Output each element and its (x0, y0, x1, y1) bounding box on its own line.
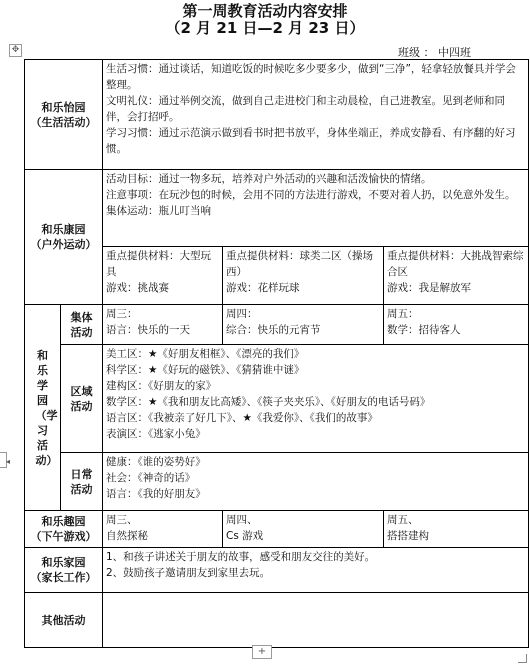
table-move-handle-icon[interactable]: ✥ (9, 44, 22, 57)
other-header: 其他活动 (25, 593, 103, 648)
life-line: 学习习惯：通过示范演示做到看书时把书放平，身体坐端正，养成安静看、有序翻的好习惯。 (106, 127, 516, 155)
table-resize-handle[interactable] (518, 654, 527, 663)
schedule-table (24, 59, 529, 648)
group-cell[interactable]: 周五： 数学：招待客人 (384, 305, 529, 345)
fun-cell[interactable]: 周四、 Cs 游戏 (223, 511, 384, 548)
row-arrow-icon[interactable]: ◂ (6, 457, 11, 466)
life-line: 生活习惯：通过谈话，知道吃饭的时候吃多少要多少，做到“三净”，轻拿轻放餐具并学会整理。 (106, 63, 516, 91)
outdoor-content[interactable] (103, 170, 529, 247)
group-cell[interactable]: 周四： 综合：快乐的元宵节 (223, 305, 384, 345)
group-activity-row (25, 305, 529, 345)
page-subtitle: （2 月 21 日—2 月 23 日） (165, 19, 365, 37)
area-line: 数学区：★《我和朋友比高矮》、《筷子夹夹乐》、《好朋友的电话号码》 (106, 396, 431, 408)
daily-content[interactable] (103, 453, 529, 511)
fun-header: 和乐趣园 （下午游戏） (25, 511, 103, 548)
fun-cell[interactable]: 周五、 搭搭建构 (384, 511, 529, 548)
area-content[interactable] (103, 345, 529, 453)
study-vertical-header: 和乐学园（学习活动） (25, 305, 61, 511)
outdoor-line: 活动目标：通过一物多玩，培养对户外活动的兴趣和活泼愉快的情绪。 (106, 173, 432, 185)
area-activity-header: 区域 活动 (61, 345, 103, 453)
area-line: 美工区：★《好朋友相框》、《漂亮的我们》 (106, 348, 305, 360)
group-activity-header: 集体 活动 (61, 305, 103, 345)
fun-row (25, 511, 529, 548)
daily-line: 语言：《我的好朋友》 (106, 488, 206, 500)
family-content[interactable] (103, 548, 529, 593)
life-content[interactable] (103, 60, 529, 170)
outdoor-line: 注意事项：在玩沙包的时候，会用不同的方法进行游戏，不要对着人扔，以免意外发生。 (106, 189, 516, 201)
other-content[interactable] (103, 593, 529, 648)
outdoor-header: 和乐康园 （户外运动） (25, 170, 103, 305)
outdoor-line: 集体运动：瓶儿叮当响 (106, 205, 211, 217)
area-line: 建构区：《好朋友的家》 (106, 380, 217, 392)
other-row (25, 593, 529, 648)
area-line: 语言区：《我被亲了好几下》、★《我爱你》、《我们的故事》 (106, 412, 378, 424)
page-title: 第一周教育活动内容安排 (182, 2, 348, 20)
family-header: 和乐家园 （家长工作） (25, 548, 103, 593)
outdoor-cell[interactable]: 重点提供材料：大挑战智索综合区 游戏：我是解放军 (384, 247, 529, 305)
area-line: 科学区：★《好玩的磁铁》、《猜猜谁中谜》 (106, 364, 305, 376)
daily-line: 社会：《神奇的话》 (106, 472, 196, 484)
add-row-icon[interactable]: + (252, 645, 272, 659)
daily-line: 健康：《谁的姿势好》 (106, 456, 206, 468)
area-line: 表演区：《逃家小兔》 (106, 428, 206, 440)
area-activity-row (25, 345, 529, 453)
group-cell[interactable]: 周三： 语言：快乐的一天 (103, 305, 223, 345)
outdoor-cell[interactable]: 重点提供材料：球类二区（操场西） 游戏：花样玩球 (223, 247, 384, 305)
class-label: 班级 ： 中四班 (398, 46, 471, 59)
daily-activity-header: 日常 活动 (61, 453, 103, 511)
life-header: 和乐怡园 （生活活动） (25, 60, 103, 170)
outdoor-row (25, 170, 529, 247)
life-line: 文明礼仪：通过举例交流，做到自己走进校门和主动晨检，自己进教室。见到老师和同伴，会打招呼。 (106, 95, 505, 123)
life-row (25, 60, 529, 170)
family-line: 1、和孩子讲述关于朋友的故事，感受和朋友交往的美好。 (106, 551, 376, 563)
outdoor-cell[interactable]: 重点提供材料：大型玩具 游戏：挑战赛 (103, 247, 223, 305)
fun-cell[interactable]: 周三、 自然探秘 (103, 511, 223, 548)
daily-activity-row (25, 453, 529, 511)
family-row (25, 548, 529, 593)
family-line: 2、鼓励孩子邀请朋友到家里去玩。 (106, 567, 271, 579)
